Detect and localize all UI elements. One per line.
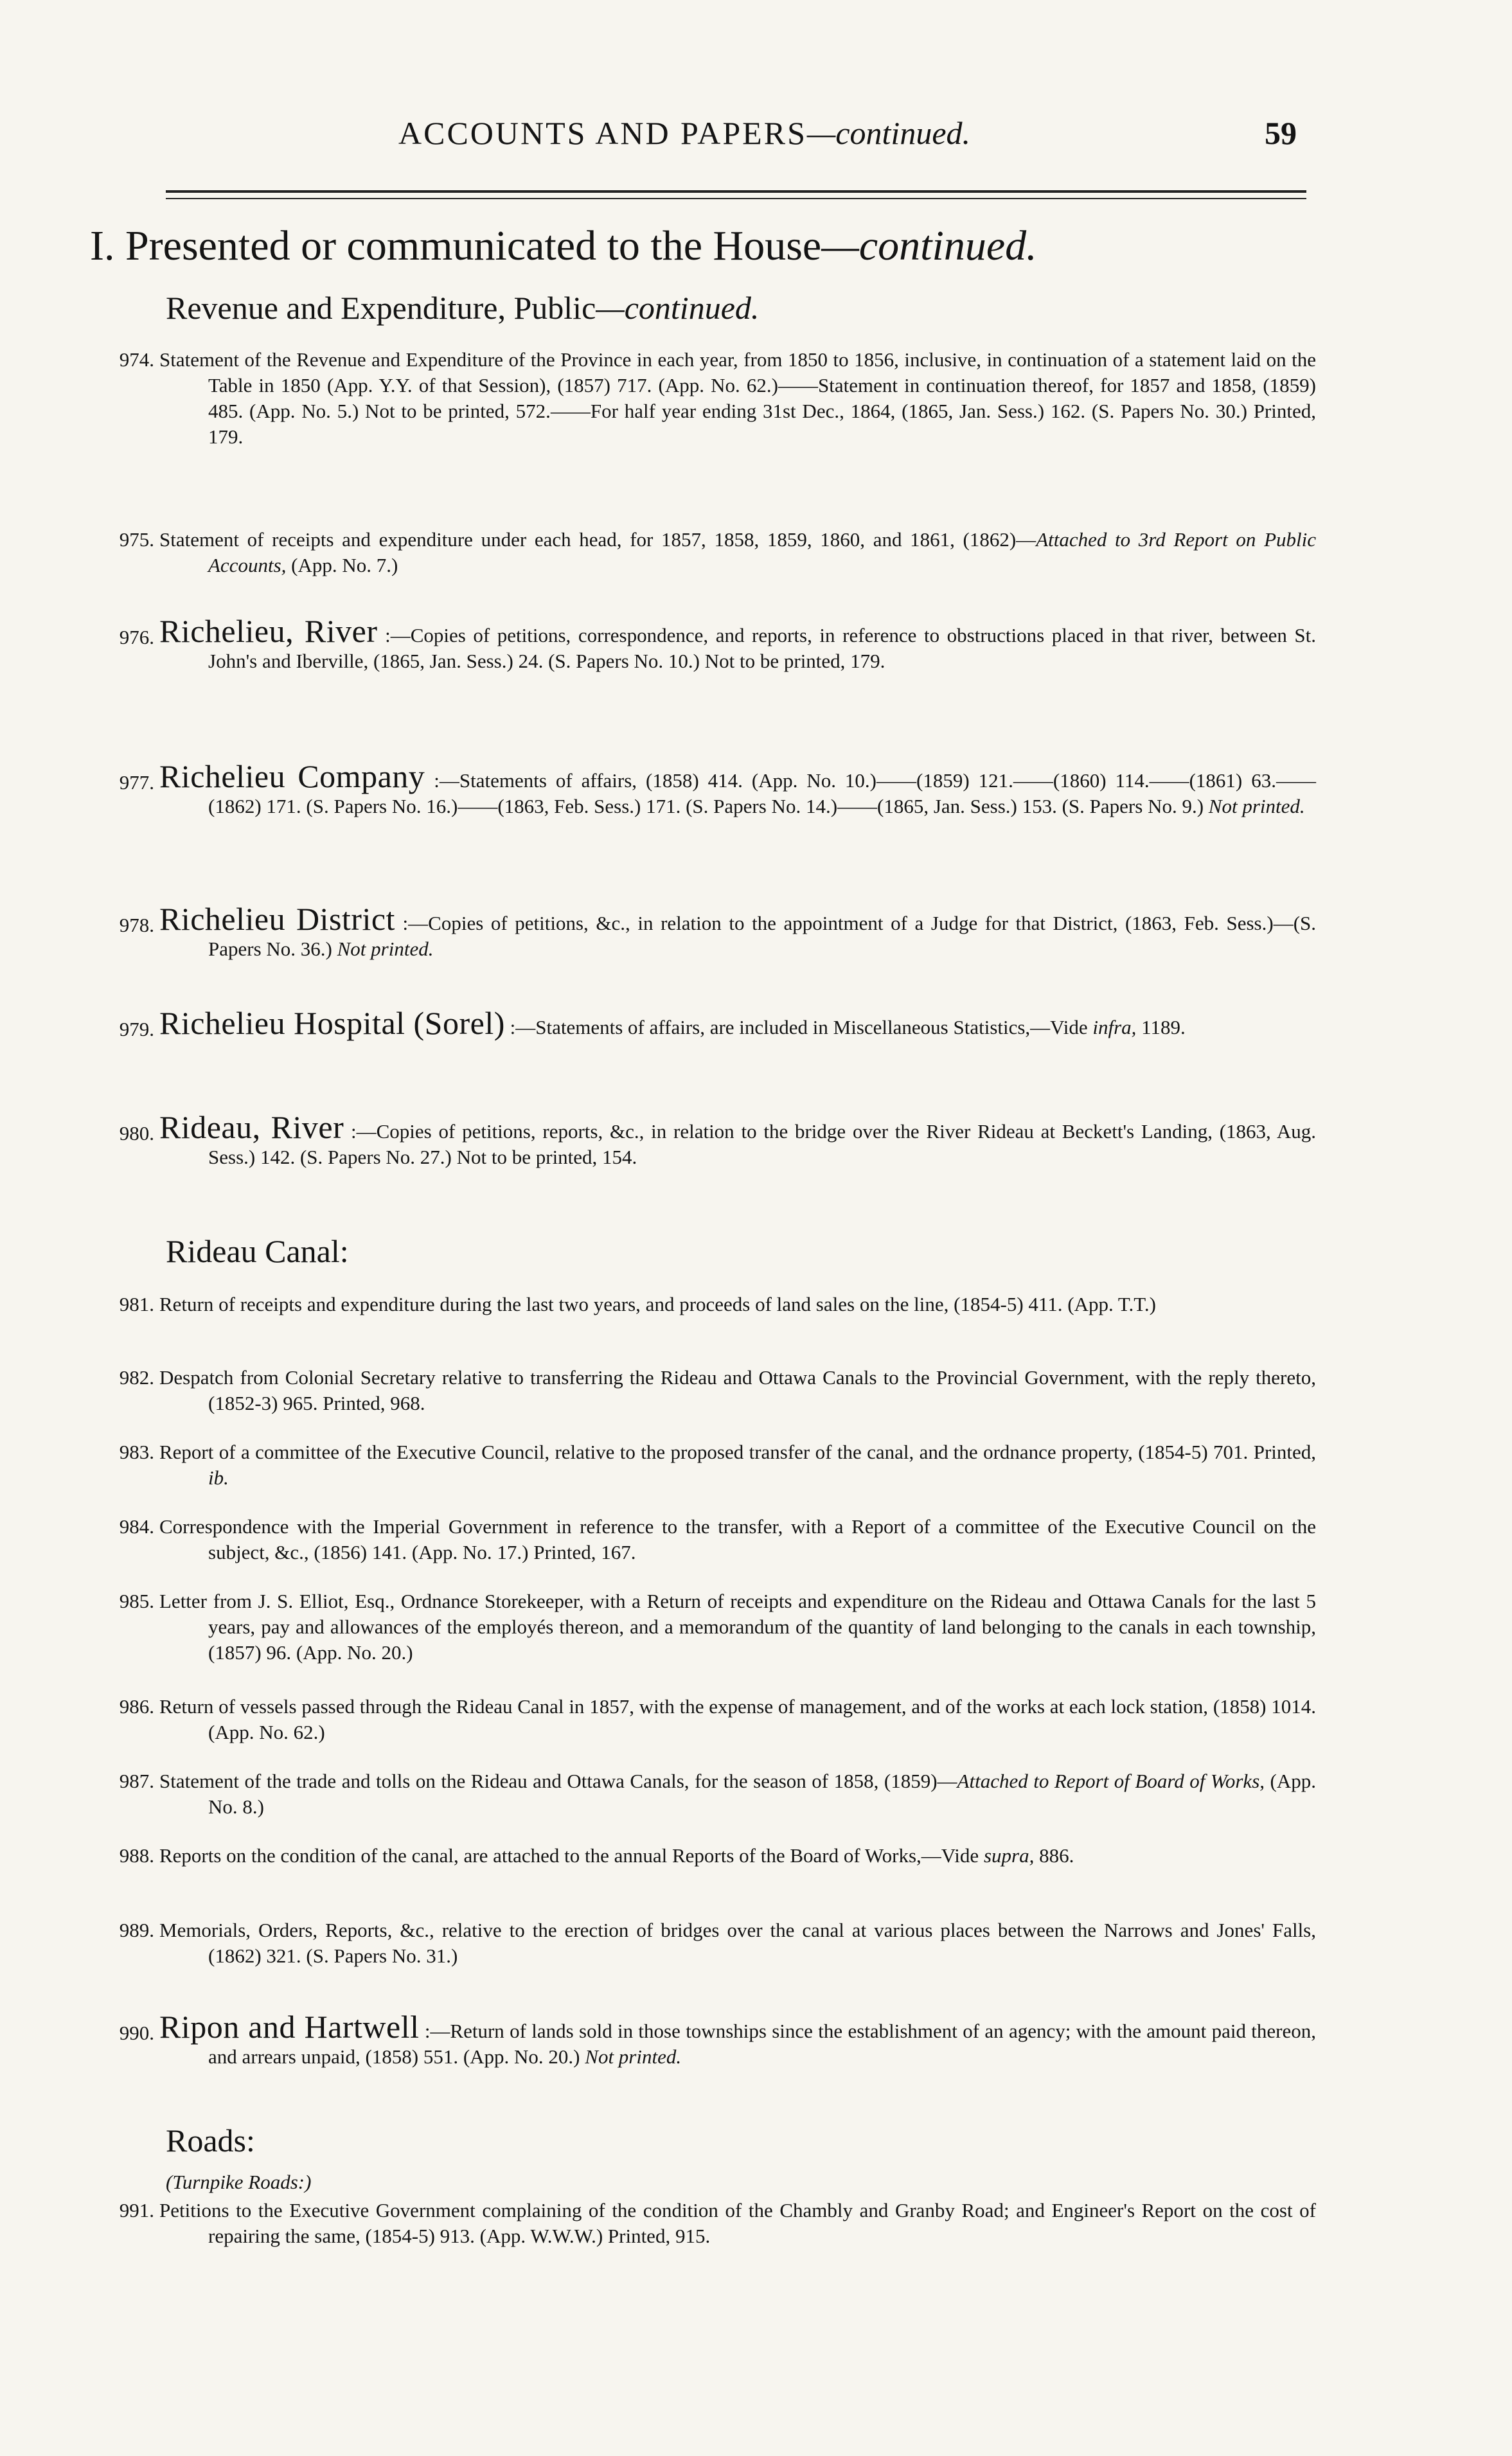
- header-rule-thin: [166, 198, 1306, 199]
- entry-976: [119, 613, 1317, 674]
- entry-text: Richelieu Company :—Statements of affairs, (1858) 414. (App. No. 10.)——(1859) 121.——(1860) 114.——(1861) 63.——(1862) 171. (S. Papers No. 16.)——(1863, Feb. Sess.) 171. (S. Papers No. 14.)——(1865, Jan. Sess.) 153. (S. Papers No. 9.) Not printed.: [159, 758, 1316, 817]
- entry-number: 976.: [119, 626, 154, 648]
- entry-heading: Richelieu District: [159, 901, 395, 937]
- entry-985: [119, 1588, 1316, 1666]
- entry-981: [119, 1292, 1316, 1317]
- entry-text: Return of receipts and expenditure during the last two years, and proceeds of land sales on the line, (1854-5) 411. (App. T.T.): [159, 1293, 1156, 1315]
- entry-991: [119, 2198, 1316, 2249]
- running-head: [0, 114, 1512, 159]
- entry-number: 980.: [119, 1122, 154, 1144]
- entry-974: [119, 347, 1316, 450]
- entry-986: [119, 1694, 1316, 1745]
- entry-text: Correspondence with the Imperial Government in reference to the transfer, with a Report of a committee of the Executive Council on the subject, &c., (1856) 141. (App. No. 17.) Printed, 167.: [159, 1515, 1316, 1563]
- section-heading: I. Presented or communicated to the House—continued.: [90, 222, 1037, 269]
- entry-text: Richelieu, River :—Copies of petitions, correspondence, and reports, in reference to obstructions placed in that river, between St. John's and Iberville, (1865, Jan. Sess.) 24. (S. Papers No. 10.) Not to be printed, 179.: [159, 613, 1317, 672]
- entry-number: 990.: [119, 2022, 154, 2044]
- subsection-heading: Revenue and Expenditure, Public—continued.: [166, 290, 760, 326]
- entry-number: 986.: [119, 1695, 154, 1718]
- entry-text: Statement of receipts and expenditure under each head, for 1857, 1858, 1859, 1860, and 1861, (1862)—Attached to 3rd Report on Public Accounts, (App. No. 7.): [159, 528, 1317, 576]
- entry-number: 978.: [119, 914, 154, 936]
- entry-988: [119, 1843, 1316, 1869]
- entry-number: 991.: [119, 2199, 154, 2221]
- group-subheading-turnpike: (Turnpike Roads:): [166, 2171, 312, 2193]
- entry-982: [119, 1365, 1316, 1416]
- entry-text: Statement of the Revenue and Expenditure of the Province in each year, from 1850 to 1856, inclusive, in continuation of a statement laid on the Table in 1850 (App. Y.Y. of that Session), (1857) 717. (App. No. 62.)——Statement in continuation thereof, for 1857 and 1858, (1859) 485. (App. No. 5.) Not to be printed, 572.——For half year ending 31st Dec., 1864, (1865, Jan. Sess.) 162. (S. Papers No. 30.) Printed, 179.: [159, 348, 1316, 448]
- entry-number: 983.: [119, 1441, 154, 1463]
- entry-heading: Richelieu Hospital (Sorel): [159, 1005, 505, 1041]
- entry-text: Statement of the trade and tolls on the Rideau and Ottawa Canals, for the season of 1858, (1859)—Attached to Report of Board of Works, (App. No. 8.): [159, 1770, 1316, 1818]
- entry-989: [119, 1918, 1316, 1969]
- entry-text: Richelieu Hospital (Sorel) :—Statements of affairs, are included in Miscellaneous Statistics,—Vide infra, 1189.: [159, 1005, 1186, 1041]
- entry-980: [119, 1109, 1316, 1170]
- entry-number: 989.: [119, 1919, 154, 1941]
- page-number: 59: [1265, 115, 1297, 151]
- entry-text: Letter from J. S. Elliot, Esq., Ordnance Storekeeper, with a Return of receipts and expenditure on the Rideau and Ottawa Canals for the last 5 years, pay and allowances of the employés thereon, and a memorandum of the quantity of land belonging to the canals in each township, (1857) 96. (App. No. 20.): [159, 1590, 1316, 1664]
- entry-heading: Richelieu Company: [159, 758, 425, 794]
- entry-number: 975.: [119, 528, 154, 551]
- entry-heading: Ripon and Hartwell: [159, 2009, 420, 2045]
- entry-number: 974.: [119, 348, 154, 371]
- entry-978: [119, 901, 1317, 962]
- entry-number: 982.: [119, 1366, 154, 1389]
- entry-987: [119, 1768, 1316, 1820]
- entry-heading: Richelieu, River: [159, 613, 378, 649]
- entry-983: [119, 1439, 1316, 1491]
- entry-number: 979.: [119, 1018, 154, 1040]
- group-heading-rideau-canal: Rideau Canal:: [166, 1233, 349, 1269]
- entry-975: [119, 527, 1317, 578]
- entry-text: Reports on the condition of the canal, are attached to the annual Reports of the Board of Works,—Vide supra, 886.: [159, 1844, 1074, 1867]
- entry-990: [119, 2009, 1316, 2070]
- entry-979: [119, 1005, 1316, 1041]
- entry-text: Memorials, Orders, Reports, &c., relative to the erection of bridges over the canal at various places between the Narrows and Jones' Falls, (1862) 321. (S. Papers No. 31.): [159, 1919, 1316, 1967]
- entry-text: Ripon and Hartwell :—Return of lands sold in those townships since the establishment of an agency; with the amount paid thereon, and arrears unpaid, (1858) 551. (App. No. 20.) Not printed.: [159, 2009, 1316, 2068]
- entry-number: 981.: [119, 1293, 154, 1315]
- entry-text: Report of a committee of the Executive Council, relative to the proposed transfer of the canal, and the ordnance property, (1854-5) 701. Printed, ib.: [159, 1441, 1316, 1489]
- header-rule: [166, 190, 1306, 193]
- entry-number: 988.: [119, 1844, 154, 1867]
- entry-text: Richelieu District :—Copies of petitions, &c., in relation to the appointment of a Judge for that District, (1863, Feb. Sess.)—(S. Papers No. 36.) Not printed.: [159, 901, 1317, 960]
- entry-number: 985.: [119, 1590, 154, 1612]
- entry-number: 977.: [119, 771, 154, 794]
- entry-text: Return of vessels passed through the Rideau Canal in 1857, with the expense of management, and of the works at each lock station, (1858) 1014. (App. No. 62.): [159, 1695, 1316, 1743]
- entry-text: Despatch from Colonial Secretary relative to transferring the Rideau and Ottawa Canals to the Provincial Government, with the reply thereto, (1852-3) 965. Printed, 968.: [159, 1366, 1316, 1414]
- entry-984: [119, 1514, 1316, 1565]
- entry-text: Rideau, River :—Copies of petitions, reports, &c., in relation to the bridge over the River Rideau at Beckett's Landing, (1863, Aug. Sess.) 142. (S. Papers No. 27.) Not to be printed, 154.: [159, 1109, 1316, 1168]
- entry-text: Petitions to the Executive Government complaining of the condition of the Chambly and Granby Road; and Engineer's Report on the cost of repairing the same, (1854-5) 913. (App. W.W.W.) Printed, 915.: [159, 2199, 1316, 2247]
- entry-heading: Rideau, River: [159, 1109, 344, 1145]
- entry-number: 984.: [119, 1515, 154, 1538]
- entry-977: [119, 758, 1316, 819]
- group-heading-roads: Roads:: [166, 2122, 255, 2158]
- entry-number: 987.: [119, 1770, 154, 1792]
- running-title: ACCOUNTS AND PAPERS—continued.: [398, 115, 971, 151]
